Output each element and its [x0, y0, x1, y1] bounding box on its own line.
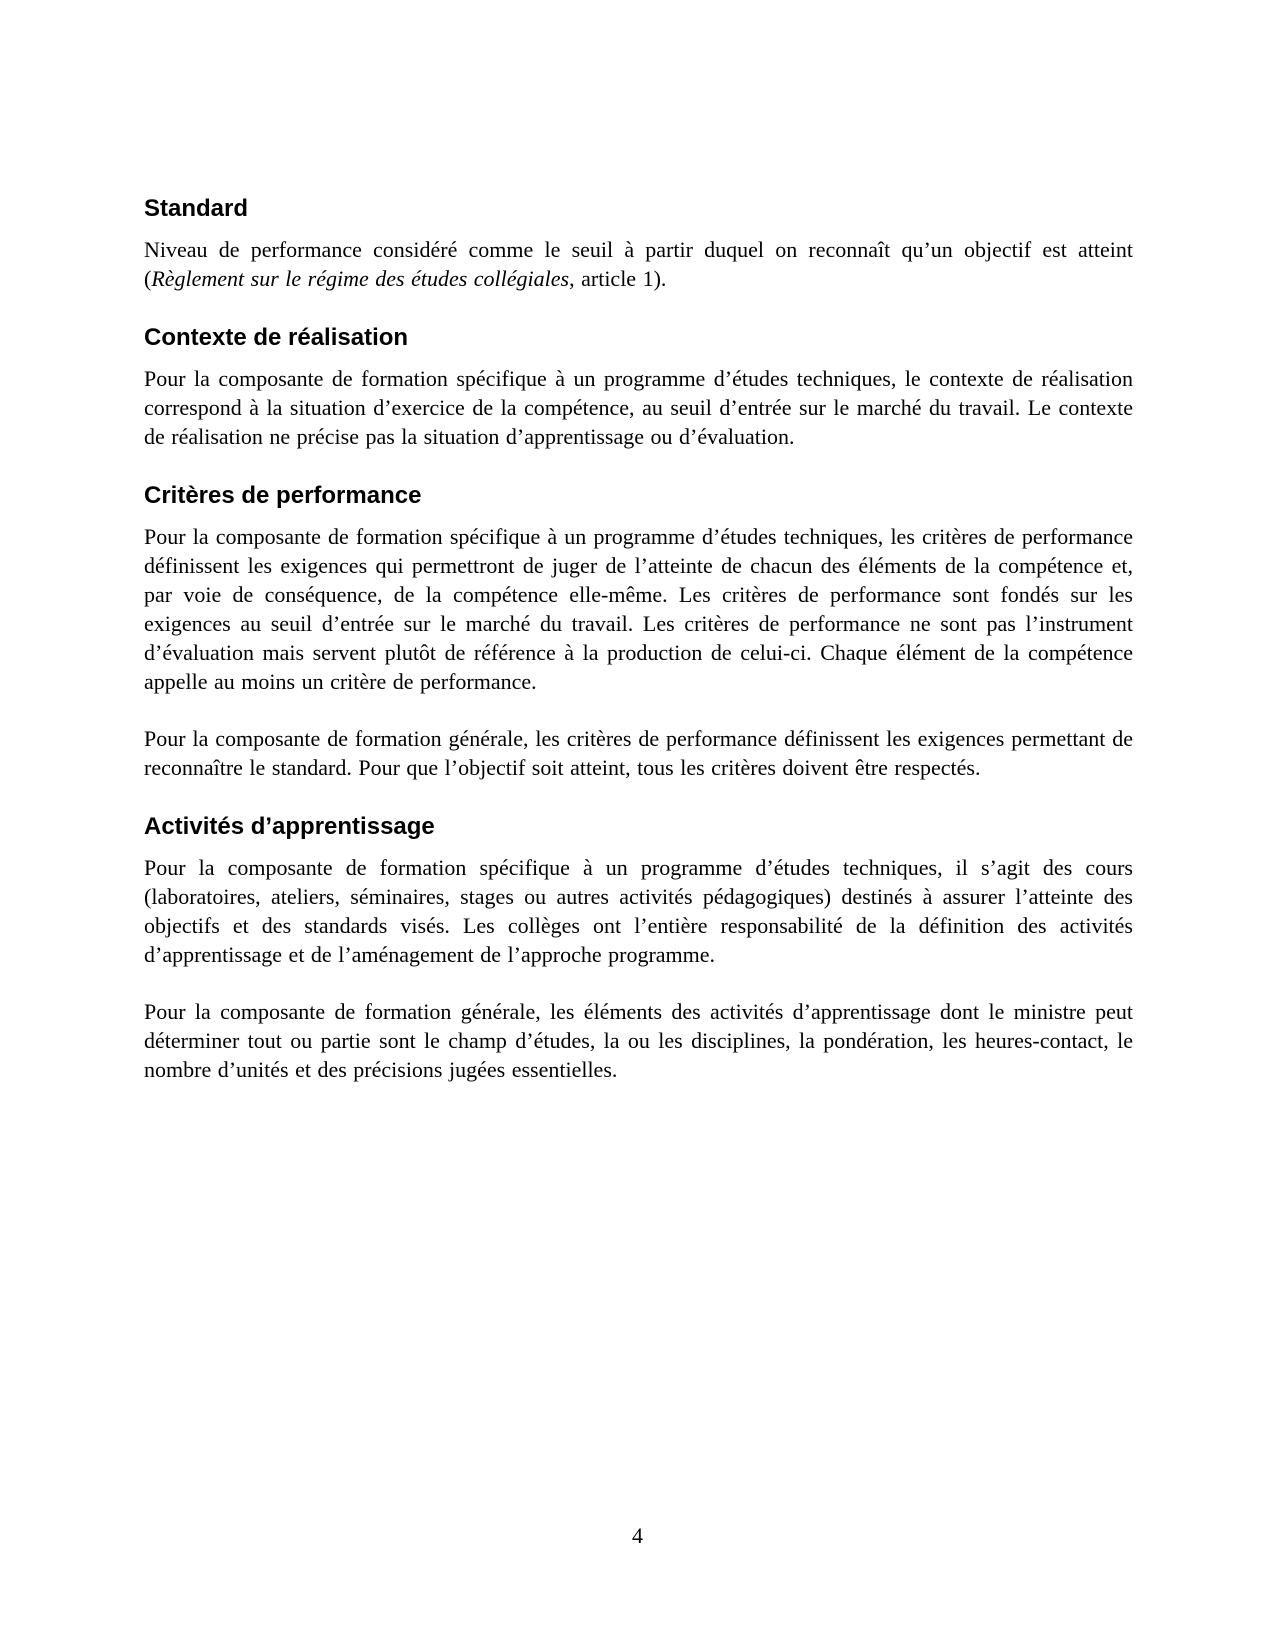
- paragraph-standard: [144, 235, 1133, 293]
- section-activites-apprentissage: [144, 814, 1133, 1084]
- paragraph-activites-generale: Pour la composante de formation générale, les éléments des activités d’apprentissage dont le ministre peut déterminer tout ou partie sont le champ d’études, la ou les disciplines, la pondération, les heures-contact, le nombre d’unités et des précisions jugées essentielles.: [144, 999, 1133, 1082]
- text-run: Niveau de performance considéré comme le seuil à partir duquel on reconnaît qu’un objectif est atteint (: [144, 237, 1133, 291]
- page-number: 4: [632, 1523, 643, 1548]
- paragraph-contexte: Pour la composante de formation spécifique à un programme d’études techniques, le contexte de réalisation correspond à la situation d’exercice de la compétence, au seuil d’entrée sur le marché du travail. Le contexte de réalisation ne précise pas la situation d’apprentissage ou d’évaluation.: [144, 366, 1133, 449]
- document-content: [144, 196, 1133, 1112]
- italic-citation: Règlement sur le régime des études collégiales: [151, 266, 570, 291]
- section-standard: [144, 196, 1133, 293]
- paragraph-activites-specifique: Pour la composante de formation spécifique à un programme d’études techniques, il s’agit des cours (laboratoires, ateliers, séminaires, stages ou autres activités pédagogiques) destinés à assurer l’atteinte des objectifs et des standards visés. Les collèges ont l’entière responsabilité de la définition des activités d’apprentissage et de l’aménagement de l’approche programme.: [144, 855, 1133, 967]
- section-heading-activites-apprentissage: Activités d’apprentissage: [144, 813, 435, 840]
- section-heading-contexte-de-realisation: Contexte de réalisation: [144, 324, 409, 351]
- section-criteres-de-performance: [144, 483, 1133, 782]
- section-contexte-de-realisation: [144, 325, 1133, 451]
- text-run: , article 1).: [569, 266, 667, 291]
- paragraph-criteres-specifique: Pour la composante de formation spécifique à un programme d’études techniques, les critères de performance définissent les exigences qui permettront de juger de l’atteinte de chacun des éléments de la compétence et, par voie de conséquence, de la compétence elle-même. Les critères de performance sont fondés sur les exigences au seuil d’entrée sur le marché du travail. Les critères de performance ne sont pas l’instrument d’évaluation mais servent plutôt de référence à la production de celui-ci. Chaque élément de la compétence appelle au moins un critère de performance.: [144, 524, 1133, 694]
- section-heading-standard: Standard: [144, 195, 249, 222]
- section-heading-criteres-de-performance: Critères de performance: [144, 482, 422, 509]
- paragraph-criteres-generale: Pour la composante de formation générale, les critères de performance définissent les exigences permettant de reconnaître le standard. Pour que l’objectif soit atteint, tous les critères doivent être respectés.: [144, 726, 1133, 780]
